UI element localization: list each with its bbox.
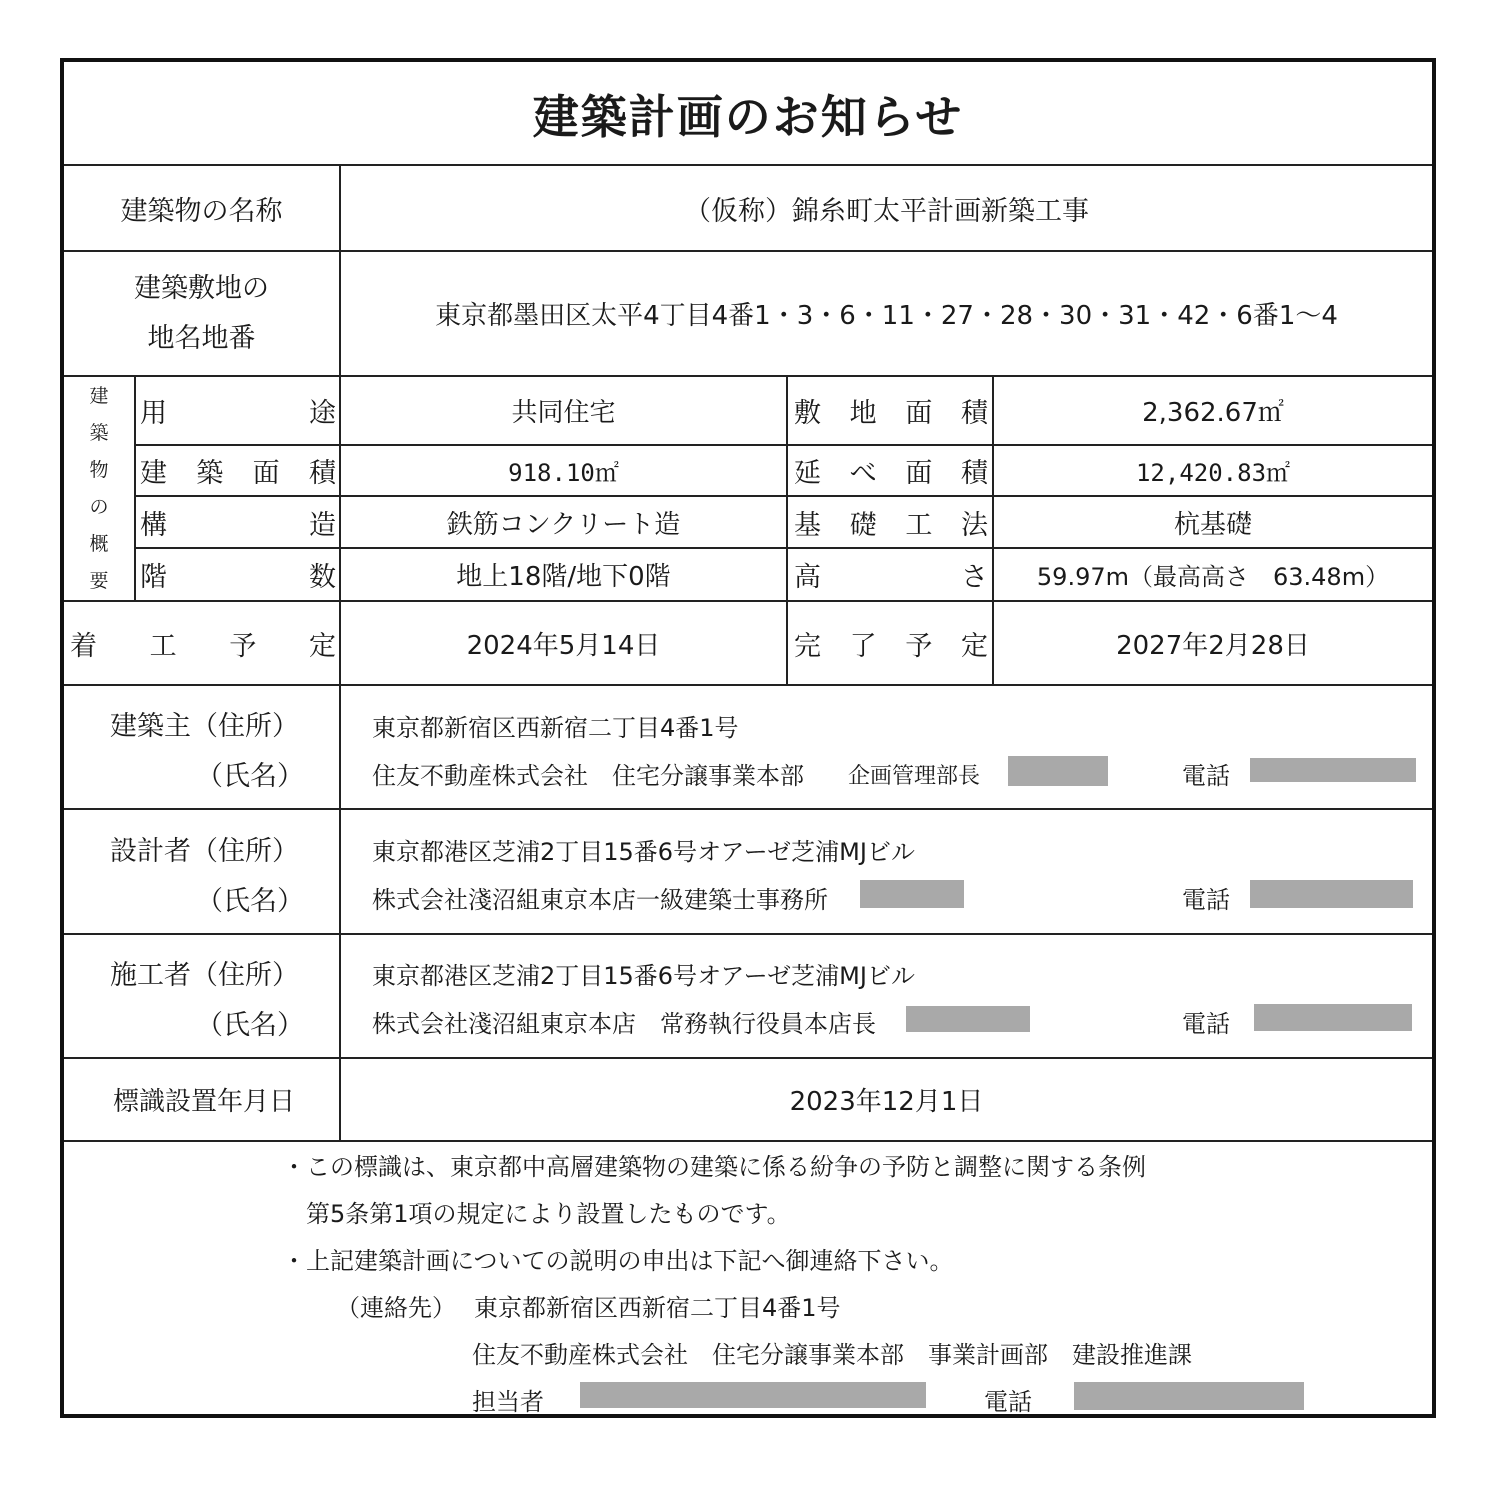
building-name-value: （仮称）錦糸町太平計画新築工事 xyxy=(684,195,1089,227)
total-floor-area-label: 延 べ 面 積 xyxy=(794,458,988,489)
designer-address-label: 設計者（住所） xyxy=(110,836,299,867)
site-area-value: 2,362.67㎡ xyxy=(1142,398,1284,428)
redacted-person xyxy=(580,1382,926,1408)
site-address-value: 東京都墨田区太平4丁目4番1・3・6・11・27・28・30・31・42・6番1〜4 xyxy=(435,301,1338,331)
contractor-name: 株式会社淺沼組東京本店 常務執行役員本店長 xyxy=(372,1010,876,1038)
structure-label: 構 造 xyxy=(140,509,336,541)
row-divider xyxy=(64,808,1432,810)
overview-char: の xyxy=(89,496,109,518)
overview-char: 概 xyxy=(89,533,109,555)
building-area-label: 建 築 面 積 xyxy=(140,458,336,489)
contractor-address-label: 施工者（住所） xyxy=(110,960,299,991)
contractor-name-label: （氏名） xyxy=(196,1010,304,1041)
owner-phone-label: 電話 xyxy=(1182,762,1230,790)
owner-address: 東京都新宿区西新宿二丁目4番1号 xyxy=(372,714,739,742)
overview-char: 建 xyxy=(89,385,109,407)
overview-char: 築 xyxy=(89,422,109,444)
use-value: 共同住宅 xyxy=(511,398,616,428)
note-line-3: ・上記建築計画についての説明の申出は下記へ御連絡下さい。 xyxy=(282,1247,954,1275)
contractor-phone-label: 電話 xyxy=(1182,1010,1230,1038)
building-name-label: 建築物の名称 xyxy=(120,195,283,227)
foundation-value: 杭基礎 xyxy=(1173,509,1252,540)
redacted-phone xyxy=(1254,1004,1412,1031)
contact-address: 東京都新宿区西新宿二丁目4番1号 xyxy=(474,1294,841,1322)
redacted-phone xyxy=(1250,880,1413,908)
notice-title: 建築計画のお知らせ xyxy=(532,90,964,144)
completion-label: 完 了 予 定 xyxy=(794,630,988,662)
contact-label: （連絡先） xyxy=(336,1294,456,1322)
overview-group-label xyxy=(64,378,134,600)
site-address-label-line2: 地名地番 xyxy=(147,322,256,354)
row-divider xyxy=(64,1140,1432,1142)
note-line-2: 第5条第1項の規定により設置したものです。 xyxy=(306,1200,791,1228)
redacted-phone xyxy=(1250,758,1416,782)
contractor-address: 東京都港区芝浦2丁目15番6号オアーゼ芝浦MJビル xyxy=(372,962,915,990)
sign-date-label: 標識設置年月日 xyxy=(112,1087,295,1117)
total-floor-area-value: 12,420.83㎡ xyxy=(1135,459,1291,487)
structure-value: 鉄筋コンクリート造 xyxy=(446,509,681,540)
overview-char: 物 xyxy=(89,459,109,481)
designer-name-label: （氏名） xyxy=(196,886,304,917)
contact-phone-label: 電話 xyxy=(984,1388,1032,1416)
floors-label: 階 数 xyxy=(140,562,336,593)
site-address-label xyxy=(64,252,339,375)
column-divider xyxy=(786,375,788,684)
owner-name: 住友不動産株式会社 住宅分譲事業本部 xyxy=(372,762,804,790)
row-divider xyxy=(64,684,1432,686)
building-area-value: 918.10㎡ xyxy=(508,459,619,487)
site-address-label-line1: 建築敷地の xyxy=(134,272,269,304)
owner-name-label: （氏名） xyxy=(196,761,304,792)
note-line-1: ・この標識は、東京都中高層建築物の建築に係る紛争の予防と調整に関する条例 xyxy=(282,1153,1146,1181)
redacted-name xyxy=(1008,756,1108,786)
completion-value: 2027年2月28日 xyxy=(1116,630,1310,661)
designer-name: 株式会社淺沼組東京本店一級建築士事務所 xyxy=(372,886,828,914)
foundation-label: 基 礎 工 法 xyxy=(794,509,988,541)
overview-char: 要 xyxy=(89,570,109,592)
floors-value: 地上18階/地下0階 xyxy=(456,562,671,592)
column-divider xyxy=(134,375,136,600)
sign-date-value: 2023年12月1日 xyxy=(789,1087,984,1117)
owner-address-label: 建築主（住所） xyxy=(110,711,299,742)
owner-title: 企画管理部長 xyxy=(848,764,981,789)
start-label: 着 工 予 定 xyxy=(70,630,336,662)
use-label: 用 途 xyxy=(140,398,336,429)
redacted-name xyxy=(906,1006,1030,1032)
height-value: 59.97m（最高高さ 63.48m） xyxy=(1036,563,1390,591)
contact-person-label: 担当者 xyxy=(472,1388,544,1416)
designer-phone-label: 電話 xyxy=(1182,886,1230,914)
contact-organization: 住友不動産株式会社 住宅分譲事業本部 事業計画部 建設推進課 xyxy=(472,1341,1192,1369)
start-value: 2024年5月14日 xyxy=(466,630,661,661)
notice-board xyxy=(60,58,1436,1418)
redacted-phone xyxy=(1074,1382,1304,1410)
row-divider xyxy=(64,933,1432,935)
designer-address: 東京都港区芝浦2丁目15番6号オアーゼ芝浦MJビル xyxy=(372,838,915,866)
redacted-name xyxy=(860,880,964,908)
site-area-label: 敷 地 面 積 xyxy=(794,398,988,429)
height-label: 高 さ xyxy=(794,562,988,593)
